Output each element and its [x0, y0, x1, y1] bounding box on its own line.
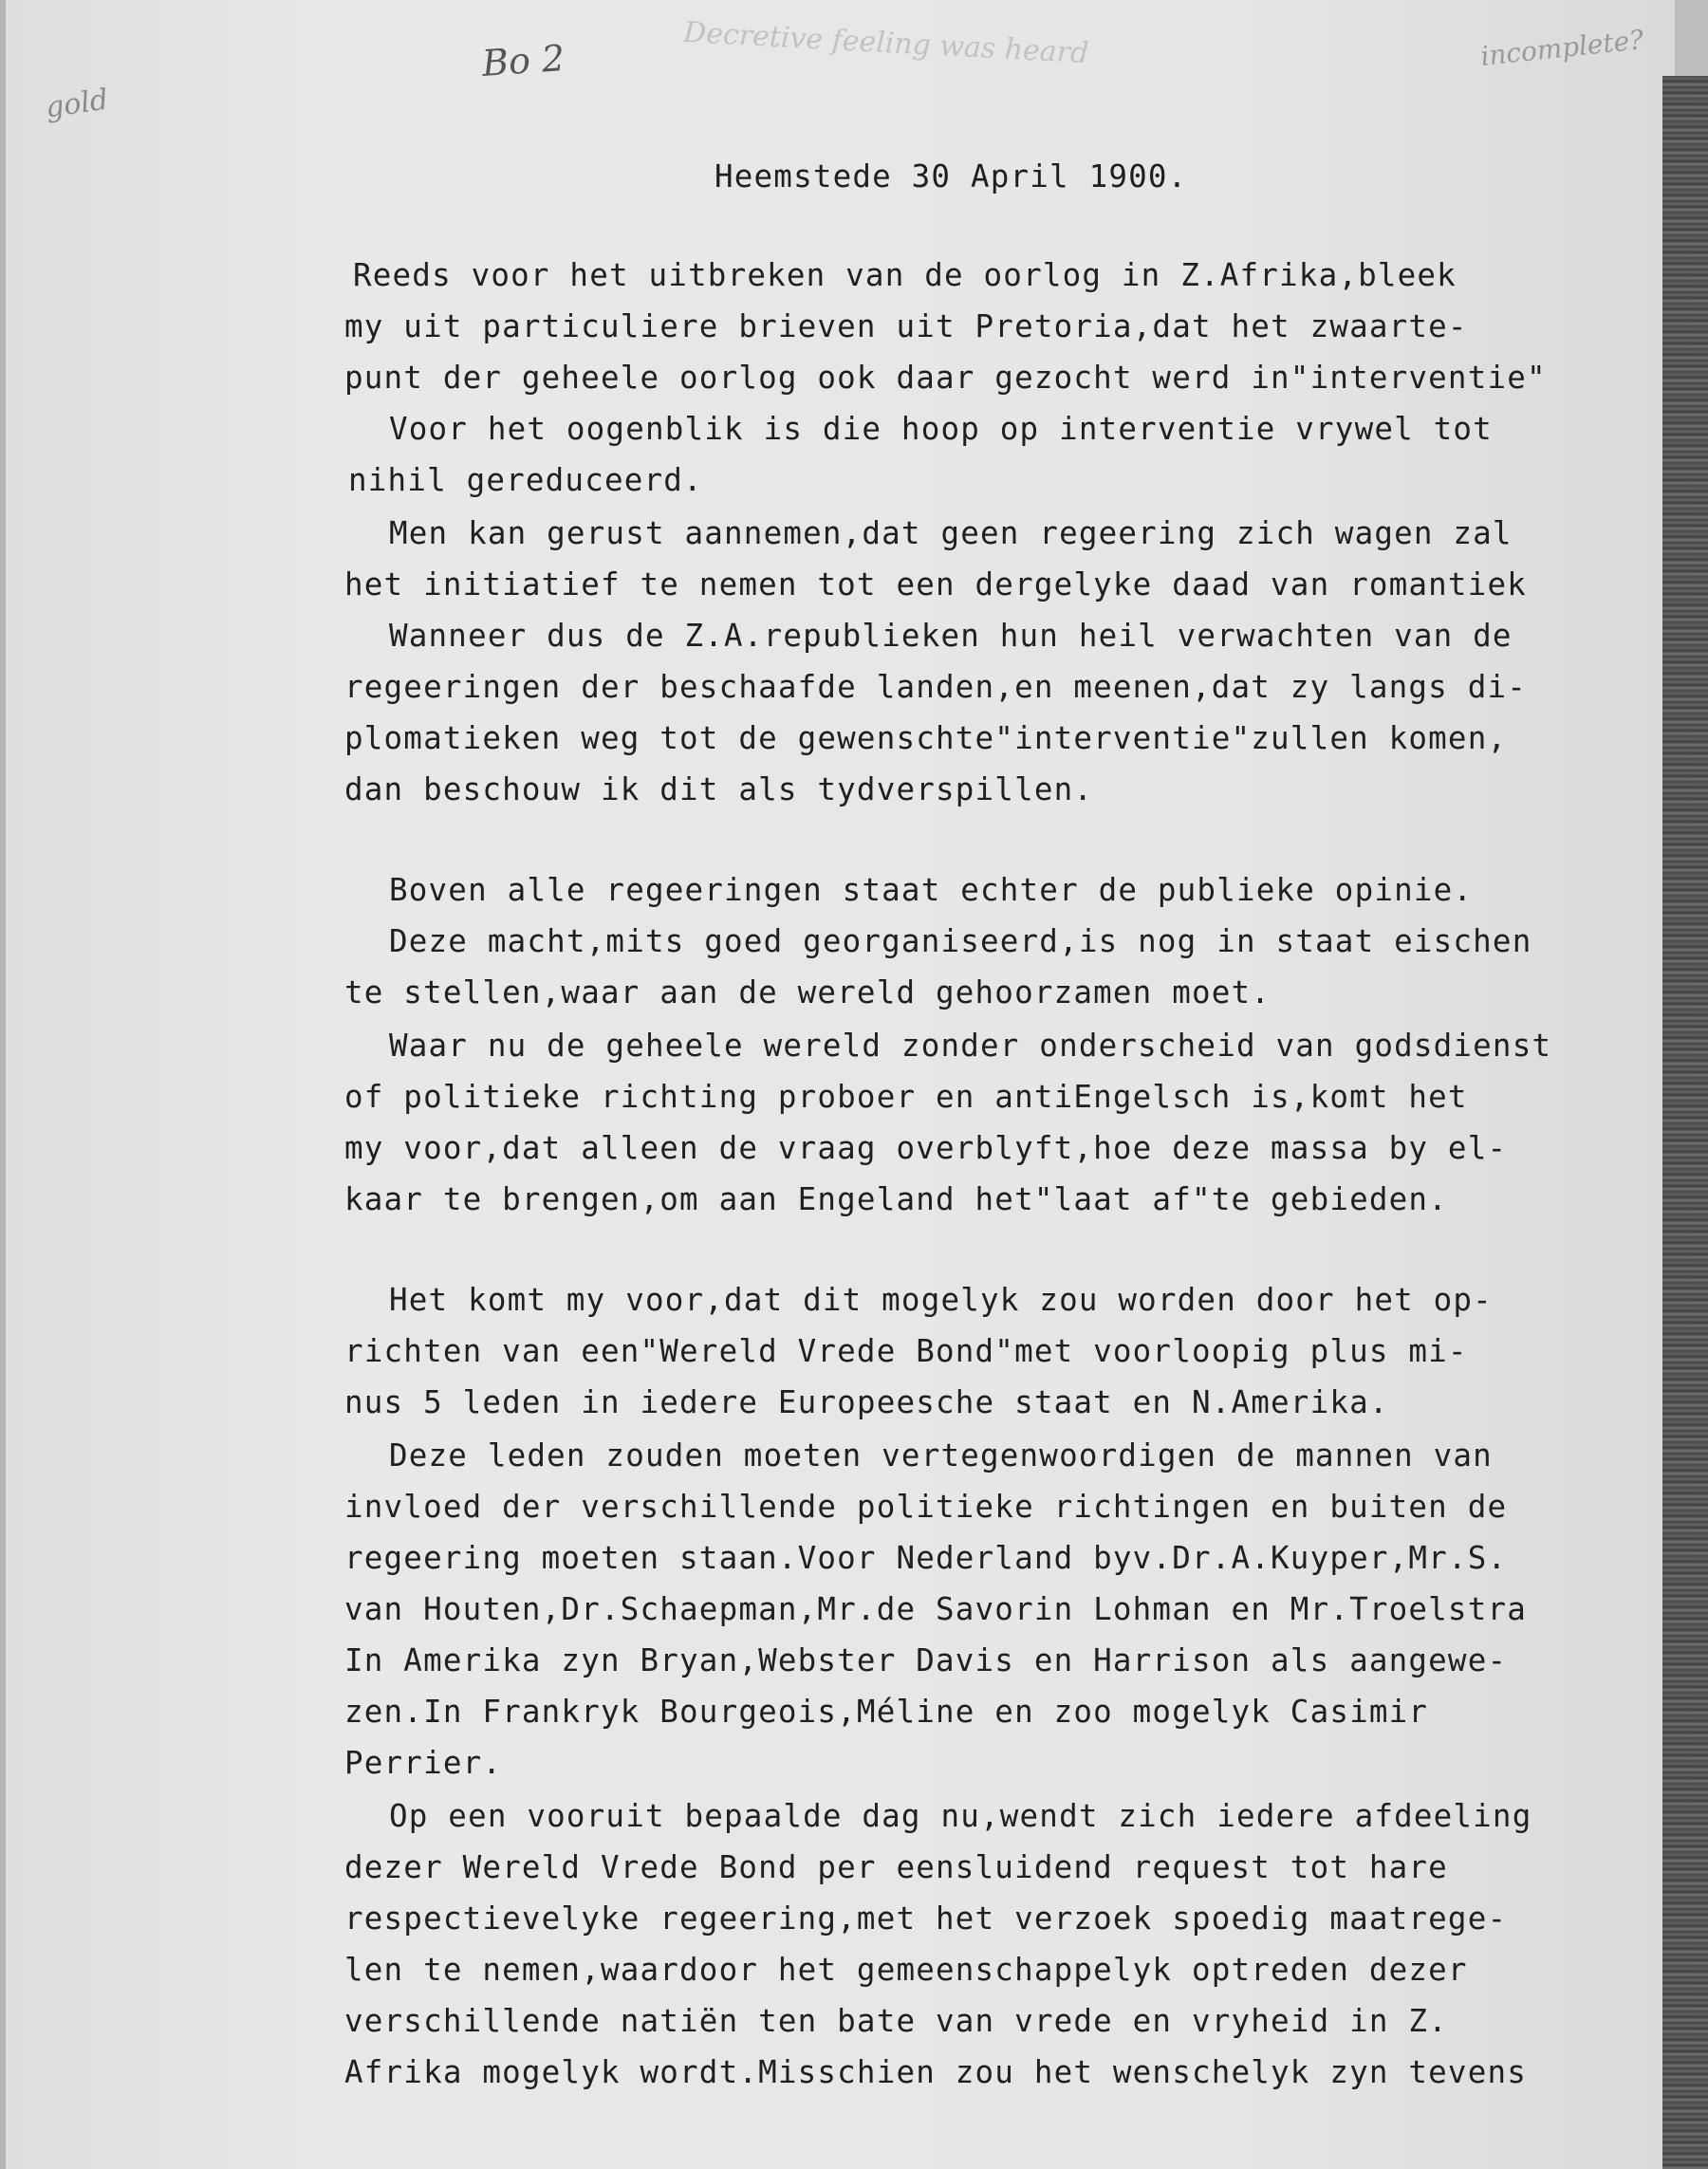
text-line: kaar te brengen,om aan Engeland het"laat af"te gebieden. [344, 1181, 1448, 1217]
text-line: Deze leden zouden moeten vertegenwoordigen de mannen van [389, 1437, 1493, 1474]
scan-left-edge [0, 0, 6, 2169]
text-line: richten van een"Wereld Vrede Bond"met voorloopig plus mi- [344, 1333, 1468, 1369]
text-line: nihil gereduceerd. [348, 462, 703, 498]
text-line: invloed der verschillende politieke richtingen en buiten de [344, 1489, 1508, 1525]
text-line: punt der geheele oorlog ook daar gezocht werd in"interventie" [344, 360, 1547, 396]
handwritten-note-bo: Bo 2 [480, 37, 566, 84]
text-line: dan beschouw ik dit als tydverspillen. [344, 771, 1094, 807]
text-line: te stellen,waar aan de wereld gehoorzamen moet. [344, 974, 1272, 1010]
text-line: dezer Wereld Vrede Bond per eensluidend request tot hare [344, 1849, 1448, 1885]
text-line: Waar nu de geheele wereld zonder onderscheid van godsdienst [389, 1028, 1552, 1064]
text-line: Men kan gerust aannemen,dat geen regeering zich wagen zal [389, 515, 1513, 551]
text-line: regeeringen der beschaafde landen,en meenen,dat zy langs di- [344, 669, 1527, 705]
text-line: Wanneer dus de Z.A.republieken hun heil verwachten van de [389, 618, 1513, 654]
text-line: regeering moeten staan.Voor Nederland byv.Dr.A.Kuyper,Mr.S. [344, 1540, 1508, 1576]
text-line: het initiatief te nemen tot een dergelyke daad van romantiek [344, 566, 1527, 602]
text-line: verschillende natiën ten bate van vrede en vryheid in Z. [344, 2003, 1448, 2039]
text-line: Voor het oogenblik is die hoop op interventie vrywel tot [389, 411, 1493, 447]
handwritten-note-left: gold [43, 83, 111, 125]
text-line: len te nemen,waardoor het gemeenschappelyk optreden dezer [344, 1952, 1468, 1988]
text-line: Reeds voor het uitbreken van de oorlog in Z.Afrika,bleek [353, 257, 1457, 293]
text-line: nus 5 leden in iedere Europeesche staat en N.Amerika. [344, 1384, 1389, 1420]
text-line: Het komt my voor,dat dit mogelyk zou worden door het op- [389, 1282, 1493, 1318]
text-line: plomatieken weg tot de gewenschte"interventie"zullen komen, [344, 720, 1508, 756]
text-line: In Amerika zyn Bryan,Webster Davis en Harrison als aangewe- [344, 1642, 1508, 1678]
text-line: Boven alle regeeringen staat echter de publieke opinie. [389, 872, 1474, 908]
scan-binding-edge [1662, 76, 1708, 2169]
text-line: respectievelyke regeering,met het verzoek spoedig maatrege- [344, 1900, 1508, 1937]
date-line: Heemstede 30 April 1900. [715, 158, 1188, 195]
text-line: Op een vooruit bepaalde dag nu,wendt zich iedere afdeeling [389, 1798, 1532, 1834]
text-line: my uit particuliere brieven uit Pretoria,dat het zwaarte- [344, 308, 1468, 344]
text-line: zen.In Frankryk Bourgeois,Méline en zoo mogelyk Casimir [344, 1694, 1429, 1730]
text-line: Afrika mogelyk wordt.Misschien zou het wenschelyk zyn tevens [344, 2054, 1527, 2090]
handwritten-note-faint: Decretive feeling was heard [682, 15, 1090, 71]
scan-edge-top [1675, 0, 1708, 76]
text-line: my voor,dat alleen de vraag overblyft,hoe deze massa by el- [344, 1130, 1508, 1166]
text-line: van Houten,Dr.Schaepman,Mr.de Savorin Lohman en Mr.Troelstra [344, 1591, 1527, 1627]
handwritten-note-right: incomplete? [1478, 24, 1645, 72]
text-line: Perrier. [344, 1745, 503, 1781]
text-line: of politieke richting proboer en antiEngelsch is,komt het [344, 1079, 1468, 1115]
text-line: Deze macht,mits goed georganiseerd,is nog in staat eischen [389, 923, 1532, 959]
